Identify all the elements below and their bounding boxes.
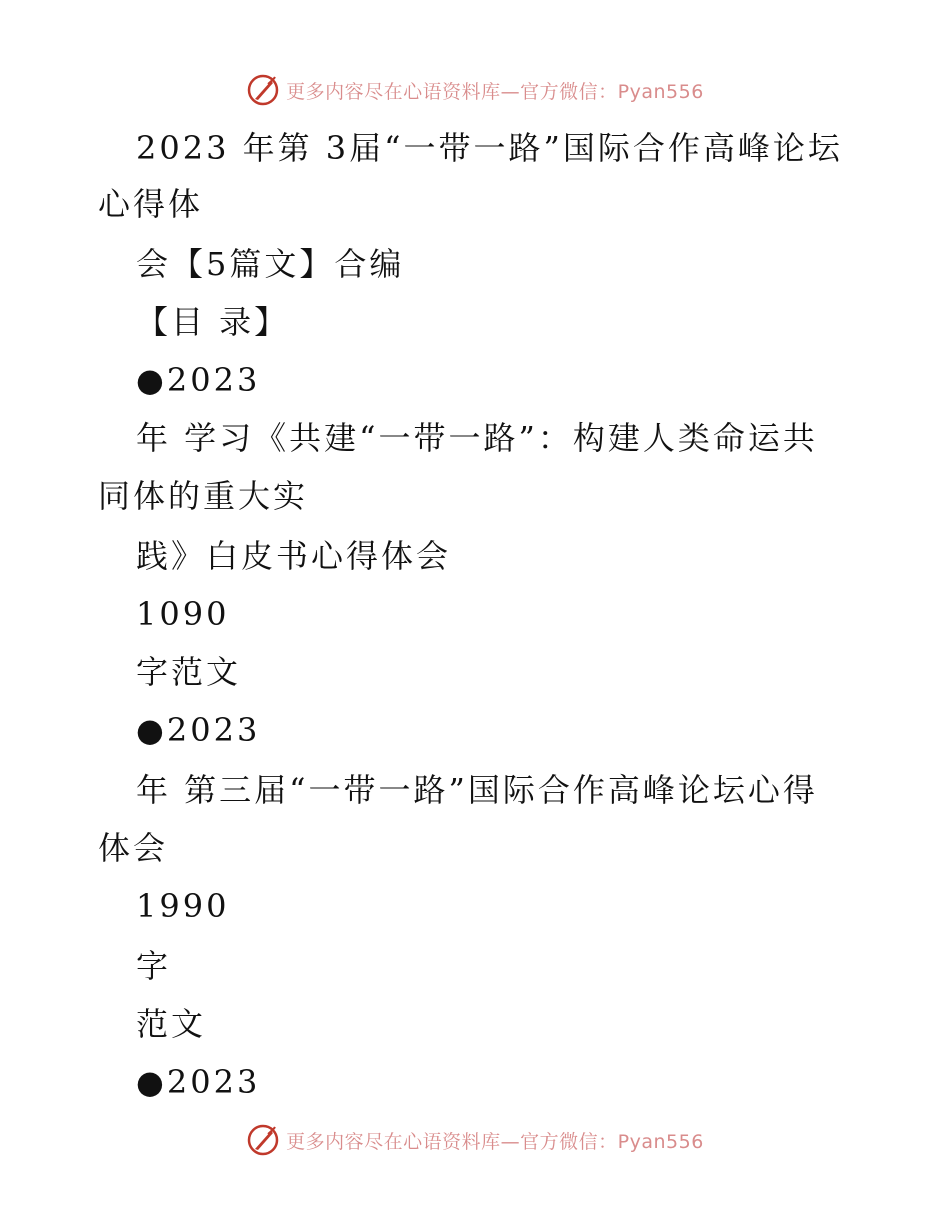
watermark-text: 更多内容尽在心语资料库—官方微信：Pyan556 [286, 80, 704, 103]
watermark-text: 更多内容尽在心语资料库—官方微信：Pyan556 [286, 1130, 704, 1153]
header-watermark [0, 70, 950, 110]
toc-item-1-line-2: 同体的重大实 [98, 477, 309, 515]
toc-item-2-line-1: 年 第三届“一带一路”国际合作高峰论坛心得 [136, 771, 818, 809]
quill-logo-icon [246, 1123, 280, 1157]
toc-item-2-suffix-2: 范文 [136, 1005, 207, 1043]
toc-item-2-line-2: 体会 [98, 829, 169, 867]
toc-item-1-count: 1090 [136, 595, 230, 633]
title-line-2: 心得体 [98, 185, 204, 223]
footer-watermark [0, 1120, 950, 1160]
title-line-3: 会【5篇文】合编 [136, 245, 405, 283]
toc-heading: 【目 录】 [136, 303, 290, 341]
toc-item-2-bullet: ●2023 [136, 711, 261, 749]
quill-logo-icon [246, 73, 280, 107]
toc-item-2-count: 1990 [136, 887, 230, 925]
toc-item-2-suffix-1: 字 [136, 947, 172, 985]
toc-item-1-line-1: 年 学习《共建“一带一路”：构建人类命运共 [136, 419, 818, 457]
toc-item-1-line-3: 践》白皮书心得体会 [136, 537, 452, 575]
toc-item-3-bullet: ●2023 [136, 1063, 261, 1101]
toc-item-1-suffix: 字范文 [136, 653, 242, 691]
title-line-1: 2023 年第 3届“一带一路”国际合作高峰论坛 [136, 129, 843, 167]
toc-item-1-bullet: ●2023 [136, 361, 261, 399]
